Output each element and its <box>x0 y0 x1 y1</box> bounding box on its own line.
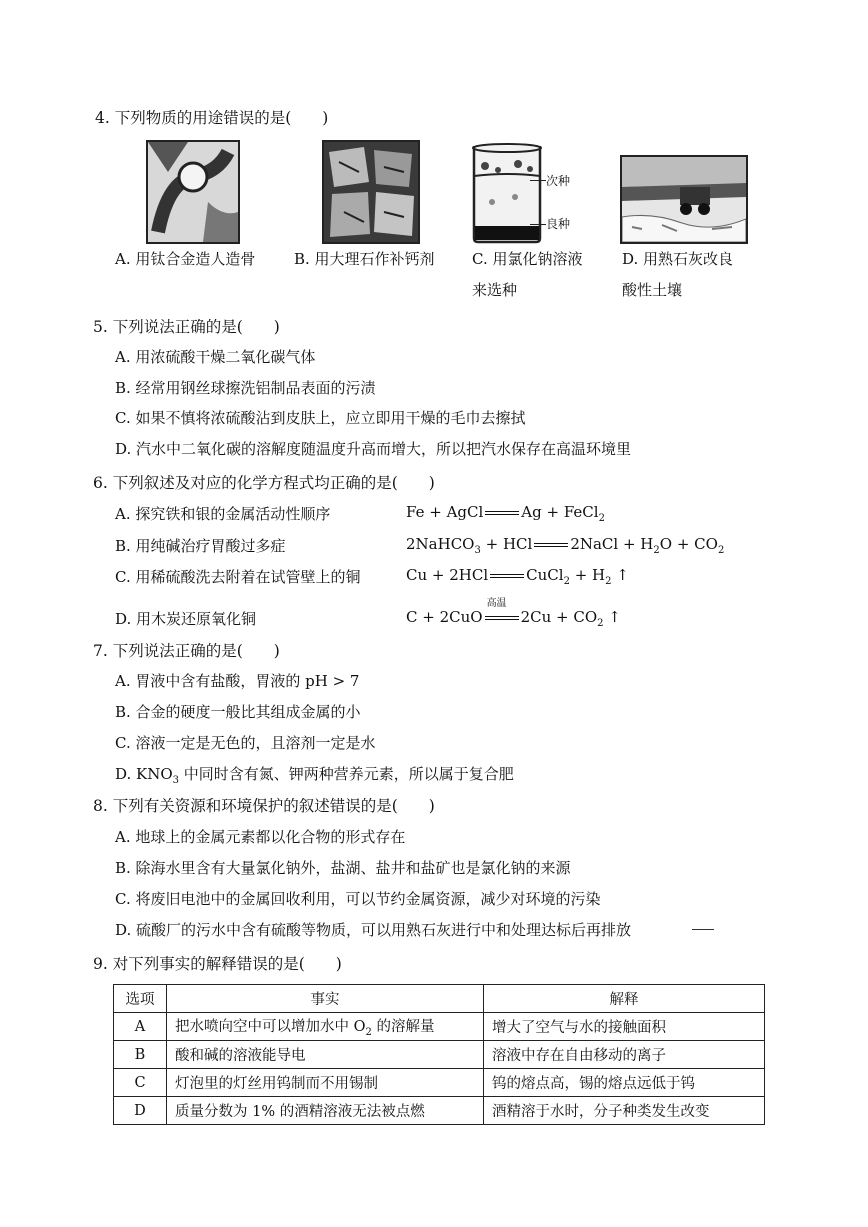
header-reason: 解释 <box>484 985 765 1013</box>
table-row <box>114 1069 765 1097</box>
q4-caption-b: B. 用大理石作补钙剂 <box>294 250 435 268</box>
table-row <box>114 1013 765 1041</box>
q9-table <box>113 984 765 1125</box>
q8-option-b: B. 除海水里含有大量氯化钠外，盐湖、盐井和盐矿也是氯化钠的来源 <box>115 859 571 877</box>
q6-equation-a: Fe + AgCl Ag + FeCl$_2$ <box>406 503 605 524</box>
q4-caption-d-line2: 酸性土壤 <box>622 281 683 299</box>
seed-label-line-good <box>530 224 546 225</box>
seed-label-good: 良种 <box>546 217 571 231</box>
q8-option-a: A. 地球上的金属元素都以化合物的形式存在 <box>115 828 406 846</box>
row-option: C <box>114 1069 167 1097</box>
q6-stem: 6. 下列叙述及对应的化学方程式均正确的是( ) <box>93 474 435 492</box>
q6-option-a: A. 探究铁和银的金属活动性顺序 <box>115 505 331 523</box>
table-header-row <box>114 985 765 1013</box>
q7-option-b: B. 合金的硬度一般比其组成金属的小 <box>115 703 361 721</box>
row-reason: 酒精溶于水时，分子种类发生改变 <box>484 1097 765 1125</box>
scan-mark-dash <box>692 929 714 930</box>
q5-stem: 5. 下列说法正确的是( ) <box>93 318 280 336</box>
row-option: A <box>114 1013 167 1041</box>
q4-caption-c-line1: C. 用氯化钠溶液 <box>472 250 583 268</box>
q4-caption-c-line2: 来选种 <box>472 281 518 299</box>
q4-caption-d-line1: D. 用熟石灰改良 <box>622 250 734 268</box>
row-reason: 钨的熔点高，锡的熔点远低于钨 <box>484 1069 765 1097</box>
q4-stem: 4. 下列物质的用途错误的是( ) <box>95 109 329 127</box>
q7-option-d: D. $KNO_3$ 中同时含有氮、钾两种营养元素，所以属于复合肥 <box>115 765 514 786</box>
q6-equation-b: 2NaHCO$_3$ + HCl 2NaCl + $H_2O + CO_2$ <box>406 535 725 556</box>
q4-caption-a: A. 用钛合金造人造骨 <box>115 250 256 268</box>
row-option: D <box>114 1097 167 1125</box>
row-fact: 灯泡里的灯丝用钨制而不用锡制 <box>167 1069 484 1097</box>
seed-label-line-poor <box>530 180 546 181</box>
header-fact: 事实 <box>167 985 484 1013</box>
q7-option-c: C. 溶液一定是无色的，且溶剂一定是水 <box>115 734 376 752</box>
q5-option-a: A. 用浓硫酸干燥二氧化碳气体 <box>115 348 316 366</box>
q6-option-c: C. 用稀硫酸洗去附着在试管壁上的铜 <box>115 568 361 586</box>
header-option: 选项 <box>114 985 167 1013</box>
beaker-seed-selection-photo-icon <box>470 142 544 244</box>
row-reason: 溶液中存在自由移动的离子 <box>484 1041 765 1069</box>
table-row <box>114 1041 765 1069</box>
q7-option-a: A. 胃液中含有盐酸，胃液的 pH > 7 <box>115 672 360 690</box>
q6-equation-d: C + 2CuO 高温 $2Cu + CO_2$ ↑ <box>406 598 621 629</box>
marble-photo-icon <box>322 140 420 244</box>
q8-option-c: C. 将废旧电池中的金属回收利用，可以节约金属资源，减少对环境的污染 <box>115 890 601 908</box>
row-fact: 把水喷向空中可以增加水中 $O_2$ 的溶解量 <box>167 1013 484 1041</box>
lime-soil-photo-icon <box>620 155 748 244</box>
q6-option-b: B. 用纯碱治疗胃酸过多症 <box>115 537 286 555</box>
row-fact: 酸和碱的溶液能导电 <box>167 1041 484 1069</box>
q7-stem: 7. 下列说法正确的是( ) <box>93 642 280 660</box>
row-reason: 增大了空气与水的接触面积 <box>484 1013 765 1041</box>
q5-option-b: B. 经常用钢丝球擦洗铝制品表面的污渍 <box>115 379 376 397</box>
seed-label-poor: 次种 <box>546 174 571 188</box>
row-option: B <box>114 1041 167 1069</box>
titanium-bone-photo-icon <box>146 140 240 244</box>
q6-option-d: D. 用木炭还原氧化铜 <box>115 610 257 628</box>
table-row <box>114 1097 765 1125</box>
q9-stem: 9. 对下列事实的解释错误的是( ) <box>93 955 342 973</box>
q5-option-c: C. 如果不慎将浓硫酸沾到皮肤上，应立即用干燥的毛巾去擦拭 <box>115 409 526 427</box>
q5-option-d: D. 汽水中二氧化碳的溶解度随温度升高而增大，所以把汽水保存在高温环境里 <box>115 440 632 458</box>
q8-option-d: D. 硫酸厂的污水中含有硫酸等物质，可以用熟石灰进行中和处理达标后再排放 <box>115 921 632 939</box>
row-fact: 质量分数为 1% 的酒精溶液无法被点燃 <box>167 1097 484 1125</box>
q8-stem: 8. 下列有关资源和环境保护的叙述错误的是( ) <box>93 797 435 815</box>
q6-equation-c: Cu + 2HCl CuCl$_2$ + $H_2$ ↑ <box>406 566 629 587</box>
